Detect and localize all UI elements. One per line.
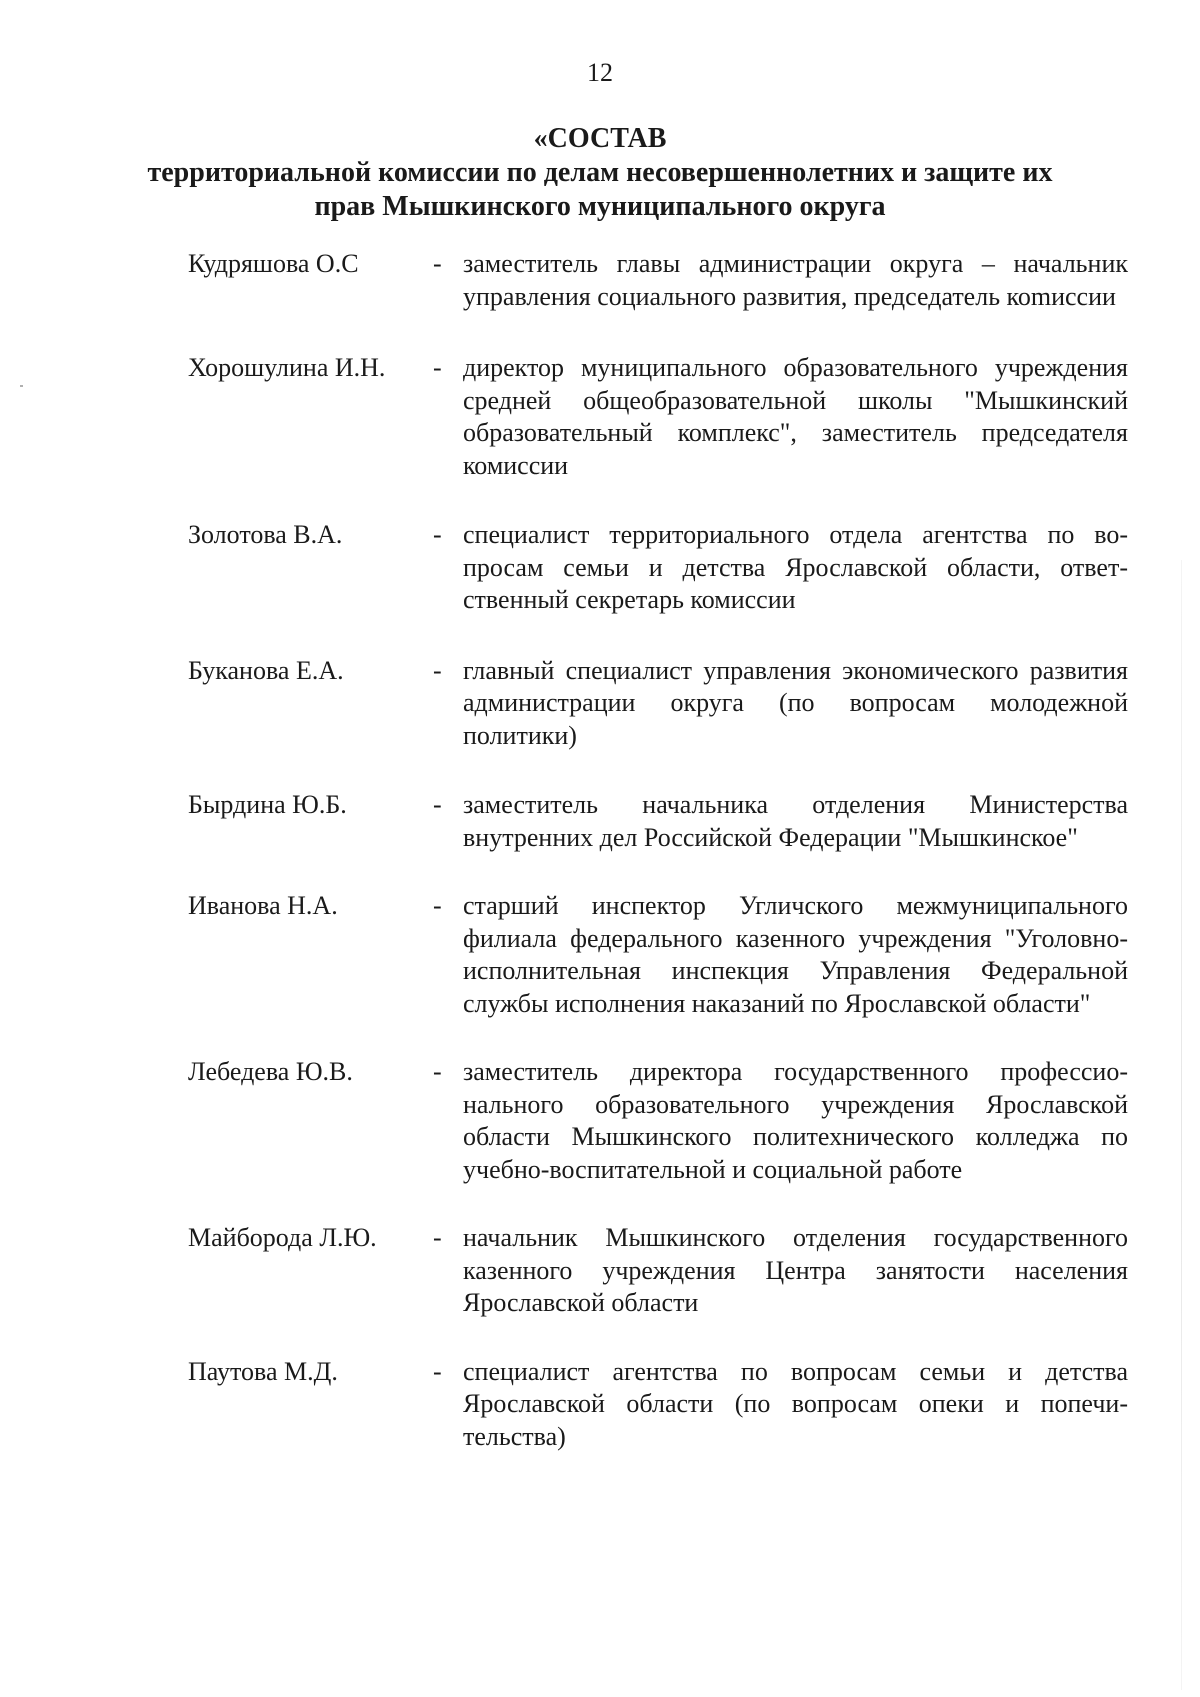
member-dash: - bbox=[433, 790, 442, 819]
title-line-1: «СОСТАВ bbox=[533, 123, 667, 154]
member-role: старший инспектор Угличского межмуниципального филиала федерального казенного учреждения "Уголовно-исполнительная инспекция Управления Федеральной службы исполнения наказаний по Ярославской области" bbox=[463, 891, 1128, 1018]
member-dash: - bbox=[433, 520, 442, 549]
member-role: заместитель начальника отделения Министерства внутренних дел Российской Федерации "Мышкинское" bbox=[463, 790, 1128, 852]
member-name: Кудряшова О.С bbox=[188, 249, 359, 278]
member-row bbox=[188, 352, 1128, 482]
member-dash: - bbox=[433, 1356, 442, 1386]
member-dash: - bbox=[433, 249, 442, 278]
member-dash: - bbox=[433, 353, 442, 382]
member-row bbox=[188, 1222, 1128, 1320]
member-name: Лебедева Ю.В. bbox=[188, 1057, 353, 1086]
member-row bbox=[188, 890, 1128, 1020]
member-dash: - bbox=[433, 655, 442, 685]
scan-dust-mark bbox=[20, 385, 23, 387]
member-name: Иванова Н.А. bbox=[188, 891, 338, 920]
member-role: специалист агентства по вопросам семьи и детства Ярославской области (по вопросам опеки и попечительства) bbox=[463, 1356, 1128, 1451]
member-role: главный специалист управления экономического развития администрации округа (по вопросам молодежной политики) bbox=[463, 655, 1128, 750]
member-dash: - bbox=[433, 891, 442, 920]
member-row bbox=[188, 655, 1128, 753]
member-row bbox=[188, 519, 1128, 617]
member-name: Паутова М.Д. bbox=[188, 1356, 338, 1386]
scan-edge-artifact bbox=[1181, 560, 1182, 1690]
title-line-2: территориальной комиссии по делам несовершеннолетних и защите их bbox=[147, 157, 1053, 188]
member-name: Буканова Е.А. bbox=[188, 655, 344, 685]
title-line-3: прав Мышкинского муниципального округа bbox=[314, 191, 886, 222]
member-dash: - bbox=[433, 1057, 442, 1086]
document-title bbox=[0, 122, 1200, 224]
member-name: Золотова В.А. bbox=[188, 520, 343, 549]
member-row bbox=[188, 1356, 1128, 1454]
member-role: директор муниципального образовательного учреждения средней общеобразовательной школы "Мышкинский образовательный комплекс", заместитель председателя комиссии bbox=[463, 353, 1128, 480]
member-name: Хорошулина И.Н. bbox=[188, 353, 386, 382]
member-dash: - bbox=[433, 1223, 442, 1252]
page-number: 12 bbox=[587, 58, 613, 87]
member-role: заместитель директора государственного профессионального образовательного учреждения Ярославской области Мышкинского политехнического колледжа по учебно-воспитательной и социальной работе bbox=[463, 1057, 1128, 1184]
member-name: Майборода Л.Ю. bbox=[188, 1223, 377, 1252]
member-role: специалист территориального отдела агентства по вопросам семьи и детства Ярославской области, ответственный секретарь комиссии bbox=[463, 520, 1128, 614]
member-row bbox=[188, 789, 1128, 854]
member-name: Бырдина Ю.Б. bbox=[188, 790, 347, 819]
member-role: начальник Мышкинского отделения государственного казенного учреждения Центра занятости населения Ярославской области bbox=[463, 1223, 1128, 1317]
member-role: заместитель главы администрации округа – начальник управления социального развития, председатель коmиссии bbox=[463, 249, 1128, 311]
member-row bbox=[188, 248, 1128, 313]
member-list bbox=[188, 248, 1128, 1453]
member-row bbox=[188, 1056, 1128, 1186]
